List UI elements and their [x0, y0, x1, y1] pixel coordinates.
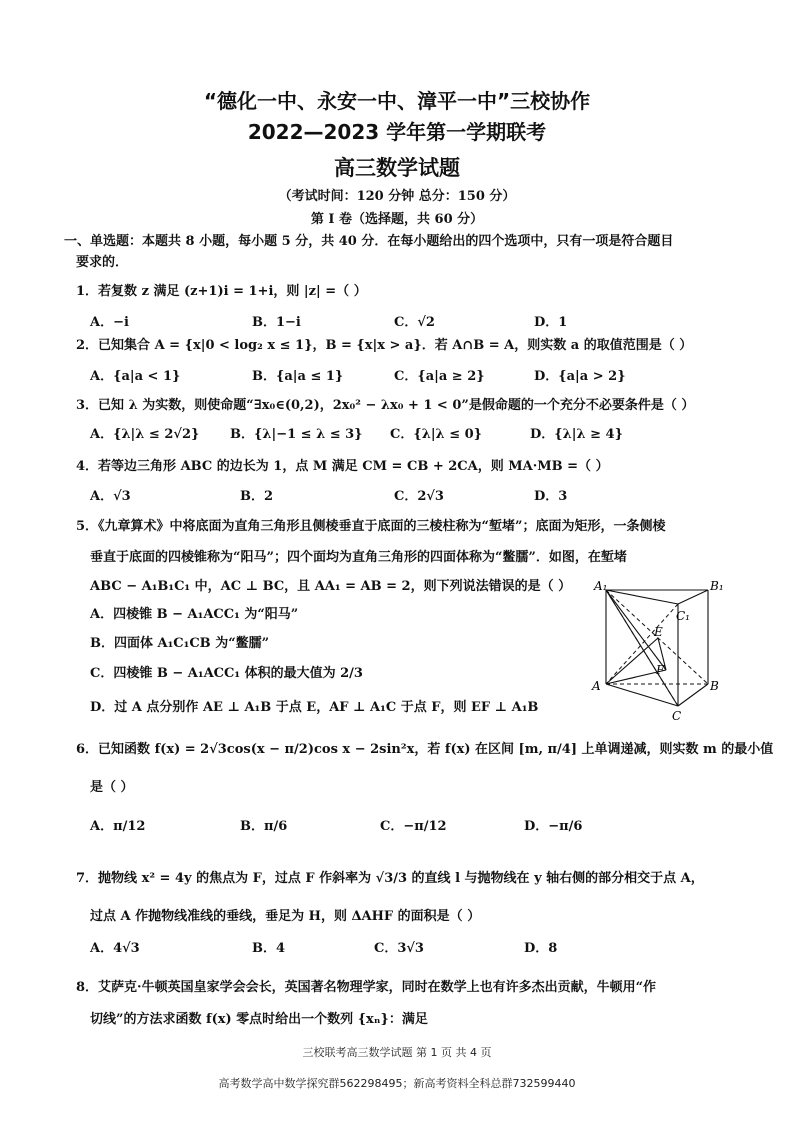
question-7-stem-line1: 7．抛物线 x² = 4y 的焦点为 F，过点 F 作斜率为 √3/3 的直线 l 与抛物线在 y 轴右侧的部分相交于点 A， — [76, 871, 704, 886]
question-7-stem-line2: 过点 A 作抛物线准线的垂线，垂足为 H，则 ΔAHF 的面积是（ ） — [90, 909, 481, 924]
question-5-stem-line1: 5．《九章算术》中将底面为直角三角形且侧棱垂直于底面的三棱柱称为“堑堵”；底面为矩形，一条侧棱 — [76, 519, 666, 534]
q1-option-a: A．−i — [90, 315, 129, 330]
question-8-stem-line2: 切线”的方法求函数 f(x) 零点时给出一个数列 {xₙ}：满足 — [90, 1012, 428, 1027]
q1-option-c: C．√2 — [394, 315, 435, 330]
q5-option-c: C．四棱锥 B − A₁ACC₁ 体积的最大值为 2/3 — [90, 666, 363, 681]
label-a1: A₁ — [594, 579, 608, 593]
exam-info: （考试时间：120 分钟 总分：150 分） — [278, 189, 516, 204]
q3-option-b: B．{λ|−1 ≤ λ ≤ 3} — [230, 427, 363, 442]
q6-option-b: B．π/6 — [240, 819, 288, 834]
q5-option-b: B．四面体 A₁C₁CB 为“鳖臑” — [90, 636, 270, 651]
instructions-line2: 要求的． — [76, 255, 129, 270]
q7-option-c: C．3√3 — [374, 941, 424, 956]
q1-option-d: D．1 — [534, 315, 568, 330]
q7-option-d: D．8 — [524, 941, 558, 956]
q2-option-b: B．{a|a ≤ 1} — [252, 369, 344, 384]
question-4-stem: 4．若等边三角形 ABC 的边长为 1，点 M 满足 CM = CB + 2CA，则 MA·MB =（ ） — [76, 459, 609, 474]
question-3-stem: 3．已知 λ 为实数，则使命题“∃x₀∈(0,2)，2x₀² − λx₀ + 1 < 0”是假命题的一个充分不必要条件是（ ） — [76, 398, 695, 413]
q6-option-d: D．−π/6 — [524, 819, 583, 834]
q7-option-a: A．4√3 — [90, 941, 140, 956]
q2-option-d: D．{a|a > 2} — [534, 369, 626, 384]
prism-figure — [586, 578, 732, 724]
page-footer: 三校联考高三数学试题 第 1 页 共 4 页 — [302, 1046, 492, 1059]
question-1-stem: 1．若复数 z 满足 (z+1)i = 1+i，则 |z| =（ ） — [76, 284, 367, 299]
header-term: 2022—2023 学年第一学期联考 — [247, 120, 547, 144]
question-2-stem: 2．已知集合 A = {x|0 < log₂ x ≤ 1}，B = {x|x > a}．若 A∩B = A，则实数 a 的取值范围是（ ） — [76, 338, 693, 353]
q3-option-d: D．{λ|λ ≥ 4} — [530, 427, 623, 442]
q6-option-a: A．π/12 — [90, 819, 146, 834]
q2-option-c: C．{a|a ≥ 2} — [394, 369, 485, 384]
label-b: B — [710, 679, 719, 693]
label-c: C — [672, 709, 682, 723]
section-title: 第 I 卷（选择题，共 60 分） — [310, 212, 484, 227]
question-6-stem-line2: 是（ ） — [90, 780, 134, 795]
q3-option-c: C．{λ|λ ≤ 0} — [390, 427, 483, 442]
header-schools: “德化一中、永安一中、漳平一中”三校协作 — [203, 89, 591, 113]
q4-option-c: C．2√3 — [394, 489, 444, 504]
label-b1: B₁ — [710, 579, 724, 593]
q5-option-a: A．四棱锥 B − A₁ACC₁ 为“阳马” — [90, 607, 299, 622]
q6-option-c: C．−π/12 — [380, 819, 447, 834]
label-c1: C₁ — [676, 609, 690, 623]
question-5-stem-line2: 垂直于底面的四棱锥称为“阳马”；四个面均为直角三角形的四面体称为“鳖臑”．如图，在堑堵 — [90, 550, 627, 565]
q4-option-d: D．3 — [534, 489, 568, 504]
q7-option-b: B．4 — [252, 941, 286, 956]
q1-option-b: B．1−i — [252, 315, 301, 330]
question-6-stem-line1: 6．已知函数 f(x) = 2√3cos(x − π/2)cos x − 2sin²x，若 f(x) 在区间 [m, π/4] 上单调递减，则实数 m 的最小值 — [76, 742, 774, 757]
q4-option-a: A．√3 — [90, 489, 131, 504]
label-e: E — [654, 625, 663, 639]
q5-option-d: D．过 A 点分别作 AE ⊥ A₁B 于点 E，AF ⊥ A₁C 于点 F，则 EF ⊥ A₁B — [90, 700, 539, 715]
page-title: 高三数学试题 — [334, 156, 460, 180]
label-f: F — [656, 663, 665, 677]
label-a: A — [592, 679, 601, 693]
q4-option-b: B．2 — [240, 489, 274, 504]
question-5-stem-line3: ABC − A₁B₁C₁ 中，AC ⊥ BC，且 AA₁ = AB = 2，则下列说法错误的是（ ） — [90, 579, 572, 594]
q3-option-a: A．{λ|λ ≤ 2√2} — [90, 427, 200, 442]
footer-note: 高考数学高中数学探究群562298495；新高考资料全科总群732599440 — [218, 1077, 576, 1090]
q2-option-a: A．{a|a < 1} — [90, 369, 181, 384]
instructions-line1: 一、单选题：本题共 8 小题，每小题 5 分，共 40 分．在每小题给出的四个选项中，只有一项是符合题目 — [64, 234, 674, 249]
question-8-stem-line1: 8．艾萨克·牛顿英国皇家学会会长，英国著名物理学家，同时在数学上也有许多杰出贡献，牛顿用“作 — [76, 980, 657, 995]
